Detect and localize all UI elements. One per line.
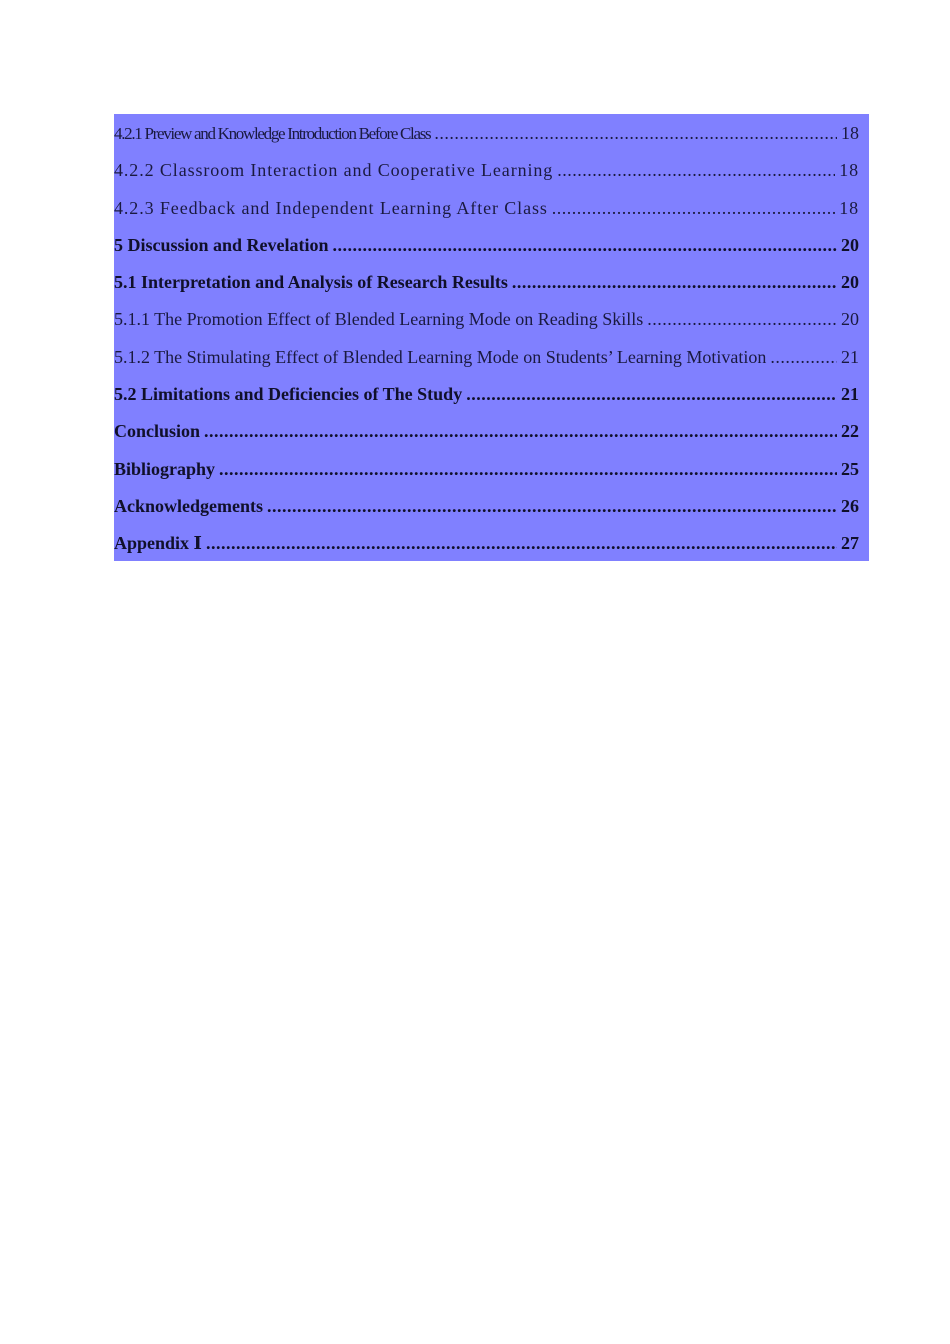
toc-entry-page: 20 [841, 272, 859, 292]
toc-leader-dots [267, 491, 837, 521]
toc-entry-5[interactable] [114, 230, 859, 260]
toc-entry-5-1[interactable] [114, 267, 859, 297]
toc-entry-label: 5 Discussion and Revelation [114, 235, 329, 255]
toc-leader-dots [219, 454, 837, 484]
toc-entry-label: Appendix Ⅰ [114, 533, 202, 553]
toc-leader-dots [557, 155, 835, 185]
toc-entry-label: 5.2 Limitations and Deficiencies of The Study [114, 384, 463, 404]
toc-entry-4-2-3[interactable] [114, 193, 859, 223]
toc-entry-page: 22 [841, 421, 859, 441]
toc-entry-page: 18 [839, 198, 859, 218]
toc-entry-appendix[interactable] [114, 528, 859, 558]
toc-leader-dots [434, 118, 837, 148]
toc-entry-page: 18 [839, 160, 859, 180]
toc-entry-acknowledgements[interactable] [114, 491, 859, 521]
toc-entry-page: 18 [841, 123, 859, 143]
toc-leader-dots [552, 193, 835, 223]
toc-entry-5-2[interactable] [114, 379, 859, 409]
toc-entry-page: 25 [841, 459, 859, 479]
toc-leader-dots [466, 379, 837, 409]
toc-leader-dots [512, 267, 837, 297]
toc-entry-page: 21 [841, 384, 859, 404]
toc-entry-label: 5.1 Interpretation and Analysis of Research Results [114, 272, 508, 292]
toc-leader-dots [333, 230, 837, 260]
toc-entry-page: 26 [841, 496, 859, 516]
toc-leader-dots [204, 416, 837, 446]
toc-entry-label: Acknowledgements [114, 496, 263, 516]
toc-leader-dots [206, 528, 837, 558]
toc-entry-label: 4.2.2 Classroom Interaction and Cooperative Learning [114, 160, 554, 180]
toc-entry-page: 20 [841, 235, 859, 255]
toc-entry-bibliography[interactable] [114, 454, 859, 484]
toc-entry-page: 27 [841, 533, 859, 553]
toc-entry-label: 5.1.2 The Stimulating Effect of Blended Learning Mode on Students’ Learning Motivation [114, 347, 767, 367]
toc-entry-conclusion[interactable] [114, 416, 859, 446]
toc-entry-label: 4.2.1 Preview and Knowledge Introduction Before Class [114, 124, 431, 143]
toc-entry-label: Conclusion [114, 421, 201, 441]
toc-entry-5-1-2[interactable] [114, 342, 859, 372]
toc-entry-label: 5.1.1 The Promotion Effect of Blended Learning Mode on Reading Skills [114, 309, 644, 329]
toc-entry-page: 21 [841, 347, 859, 367]
toc-leader-dots [647, 304, 837, 334]
toc-entry-4-2-2[interactable] [114, 155, 859, 185]
toc-entry-label: Bibliography [114, 459, 216, 479]
toc-entry-4-2-1[interactable] [114, 118, 859, 148]
toc-entry-page: 20 [841, 309, 859, 329]
toc-entry-5-1-1[interactable] [114, 304, 859, 334]
toc-entry-label: 4.2.3 Feedback and Independent Learning After Class [114, 198, 548, 218]
table-of-contents [114, 114, 869, 561]
toc-leader-dots [770, 342, 837, 372]
